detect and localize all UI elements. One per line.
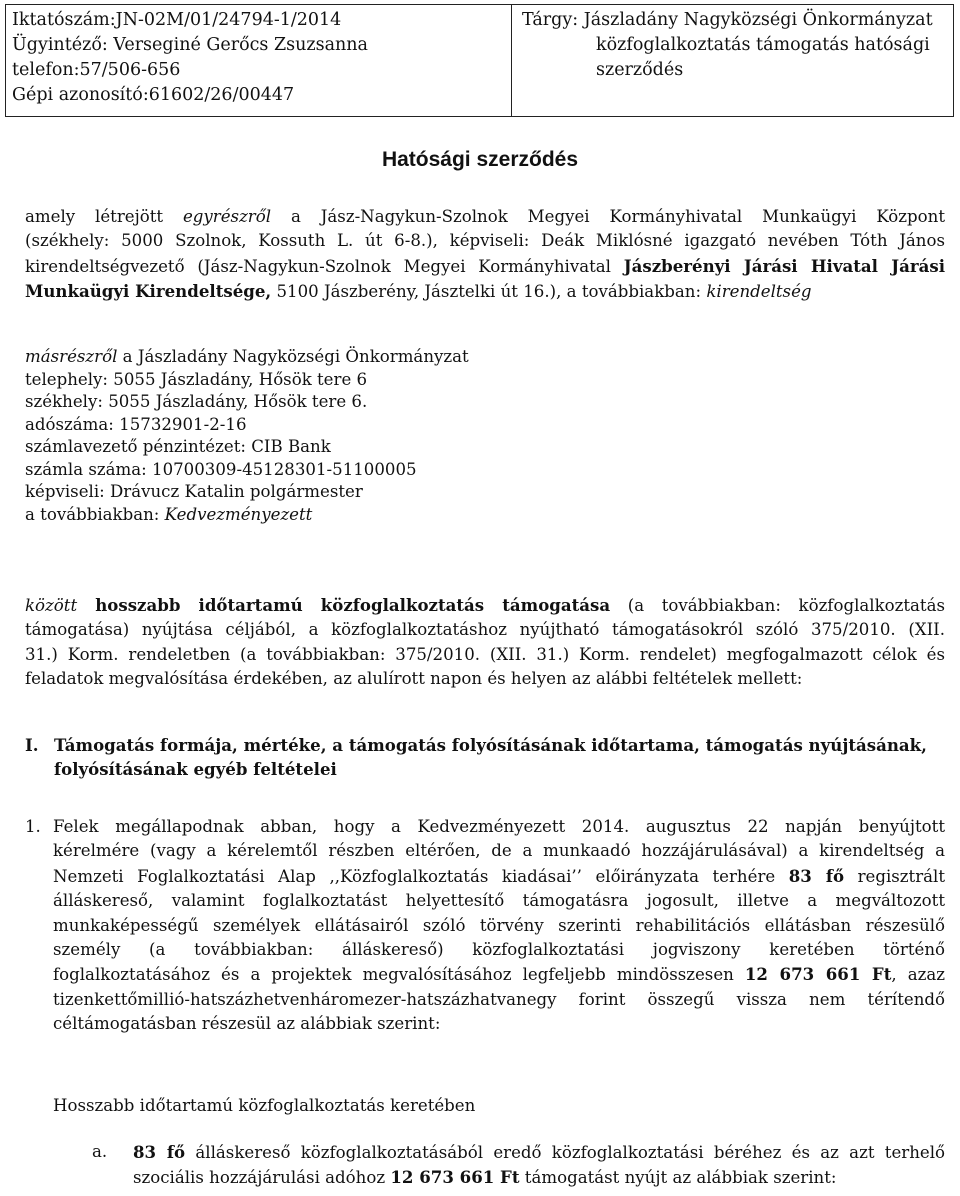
subject-label: Tárgy:: [522, 10, 579, 30]
intro-line: Munkaügyi Kirendeltsége, 5100 Jászberény, Jásztelki út 16.), a továbbiakban: kirendeltség: [25, 281, 812, 302]
site-address: telephely: 5055 Jászladány, Hősök tere 6: [25, 369, 368, 389]
point-line: tizenkettőmillió-hatszázhetvenháromezer-hatszázhatvanegy forint összegű vissza nem térítendő: [53, 989, 945, 1009]
point-line: Felek megállapodnak abban, hogy a Kedvezményezett 2014. augusztus 22 napján benyújtott: [53, 817, 945, 836]
section-title-line: folyósításának egyéb feltételei: [54, 759, 337, 780]
intro-line: (székhely: 5000 Szolnok, Kossuth L. út 6-8.), képviseli: Deák Miklósné igazgató nevében Tóth János: [25, 231, 945, 251]
point-line: céltámogatásban részesül az alábbiak szerint:: [53, 1014, 441, 1034]
point-number: 1.: [25, 817, 41, 836]
point-line: munkaképességű személyek ellátásairól szóló törvény szerinti rehabilitációs ellátásban részesülő: [53, 915, 945, 935]
file-number: Iktatószám:JN-02M/01/24794-1/2014: [12, 10, 342, 30]
point-line: foglalkoztatásához és a projektek megvalósításához legfeljebb mindösszesen 12 673 661 Ft, azaz: [53, 964, 945, 985]
machine-id: Gépi azonosító:61602/26/00447: [12, 85, 295, 105]
header-subject: [511, 5, 953, 116]
purpose-line: 31.) Korm. rendeletben (a továbbiakban: 375/2010. (XII. 31.) Korm. rendelet) megfogalmazott célok és: [25, 644, 945, 664]
subject-line-2: közfoglalkoztatás támogatás hatósági: [596, 35, 930, 55]
party-line: másrészről a Jászladány Nagyközségi Önkormányzat: [25, 347, 469, 366]
purpose-paragraph: [25, 593, 945, 692]
party-alias: a továbbiakban: Kedvezményezett: [25, 504, 313, 524]
representative: képviseli: Drávucz Katalin polgármester: [25, 482, 363, 501]
seat-address: székhely: 5055 Jászladány, Hősök tere 6.: [25, 392, 368, 411]
account-number: számla száma: 10700309-45128301-51100005: [25, 459, 417, 479]
tax-number: adószáma: 15732901-2-16: [25, 414, 247, 434]
bank-name: számlavezető pénzintézet: CIB Bank: [25, 437, 331, 456]
phone: telefon:57/506-656: [12, 60, 181, 80]
intro-line: kirendeltségvezető (Jász-Nagykun-Szolnok Megyei Kormányhivatal Jászberényi Járási Hivatal Járási: [25, 255, 945, 276]
point-1: [25, 815, 945, 1037]
subheading: Hosszabb időtartamú közfoglalkoztatás keretében: [53, 1096, 476, 1115]
purpose-line: feladatok megvalósítása érdekében, az alulírott napon és helyen az alábbi feltételek mellett:: [25, 669, 803, 689]
point-line: Nemzeti Foglalkoztatási Alap ,,Közfoglalkoztatás kiadásai’’ előirányzata terhére 83 fő regisztrált: [53, 865, 946, 886]
header-box: [5, 4, 954, 117]
subject-line-3: szerződés: [596, 60, 684, 80]
purpose-line: támogatása) nyújtása céljából, a közfoglalkoztatáshoz nyújtható támogatásokról szóló 375/2010. (XII.: [25, 620, 945, 640]
item-letter: a.: [92, 1142, 108, 1161]
point-line: álláskereső, valamint foglalkoztatást helyettesítő támogatásra jogosult, illetve a megváltozott: [53, 891, 945, 911]
section-heading: [25, 733, 945, 782]
section-title-line: Támogatás formája, mértéke, a támogatás folyósításának időtartama, támogatás nyújtásának,: [54, 735, 927, 755]
point-line: személy (a továbbiakban: álláskereső) közfoglalkoztatási jogviszony keretében történő: [53, 940, 945, 960]
intro-line: amely létrejött egyrészről a Jász-Nagykun-Szolnok Megyei Kormányhivatal Munkaügyi Központ: [25, 207, 945, 226]
document-title: Hatósági szerződés: [381, 148, 579, 171]
point-line: kérelmére (vagy a kérelemtől részben eltérően, de a munkaadó hozzájárulásával) a kirendeltség a: [53, 841, 945, 861]
purpose-line: között hosszabb időtartamú közfoglalkoztatás támogatása (a továbbiakban: közfoglalkoztatás: [25, 595, 945, 615]
subject-line-1: Jászladány Nagyközségi Önkormányzat: [583, 10, 933, 30]
item-line: 83 fő álláskereső közfoglalkoztatásából eredő közfoglalkoztatási béréhez és az azt terhelő: [133, 1142, 946, 1162]
section-number: I.: [25, 735, 39, 755]
intro-paragraph: [25, 205, 945, 305]
item-line: szociális hozzájárulási adóhoz 12 673 661 Ft támogatást nyújt az alábbiak szerint:: [133, 1167, 837, 1188]
header-file-info: [6, 5, 511, 116]
item-a: [93, 1140, 945, 1191]
case-officer: Ügyintéző: Verseginé Gerőcs Zsuzsanna: [12, 35, 368, 55]
beneficiary-details: [25, 346, 945, 526]
